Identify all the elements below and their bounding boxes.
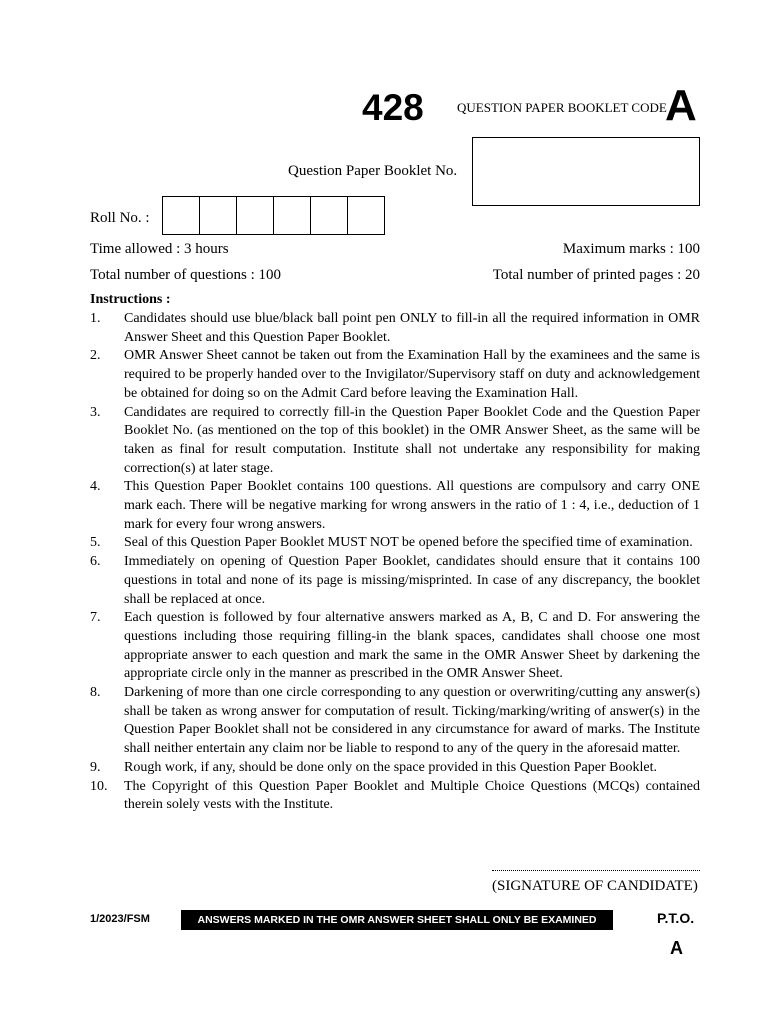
instruction-item bbox=[90, 759, 700, 778]
roll-no-label: Roll No. : bbox=[90, 210, 150, 226]
booklet-no-box[interactable] bbox=[472, 137, 700, 206]
roll-no-cell[interactable] bbox=[311, 197, 348, 234]
instruction-text: The Copyright of this Question Paper Booklet and Multiple Choice Questions (MCQs) contained therein solely vests with the Institute. bbox=[124, 778, 700, 813]
instruction-text: Rough work, if any, should be done only on the space provided in this Question Paper Booklet. bbox=[124, 759, 657, 775]
instruction-item bbox=[90, 404, 700, 479]
instruction-number: 4. bbox=[90, 479, 101, 495]
roll-no-cell[interactable] bbox=[348, 197, 384, 234]
booklet-code: A bbox=[665, 81, 697, 130]
instruction-number: 3. bbox=[90, 404, 101, 420]
instruction-item bbox=[90, 778, 700, 815]
instruction-item bbox=[90, 534, 700, 553]
signature-label: (SIGNATURE OF CANDIDATE) bbox=[492, 878, 698, 894]
signature-line bbox=[492, 862, 700, 871]
maximum-marks: Maximum marks : 100 bbox=[562, 241, 700, 257]
footer-booklet-code: A bbox=[670, 938, 683, 958]
instruction-number: 9. bbox=[90, 759, 101, 775]
instruction-text: Candidates are required to correctly fill-in the Question Paper Booklet Code and the Question Paper Booklet No. (as mentioned on the top of this booklet) in the OMR Answer Sheet, as the same will be taken as final for result computation. Institute shall not undertake any responsibility for making correction(s) at later stage. bbox=[124, 404, 700, 476]
instruction-number: 6. bbox=[90, 554, 101, 570]
series-number: 428 bbox=[362, 87, 424, 128]
booklet-code-label: QUESTION PAPER BOOKLET CODE : bbox=[457, 100, 674, 115]
total-questions: Total number of questions : 100 bbox=[90, 267, 282, 283]
instruction-item bbox=[90, 478, 700, 534]
instruction-text: Immediately on opening of Question Paper Booklet, candidates should ensure that it contains 100 questions in total and none of its page is missing/misprinted. In case of any discrepancy, the booklet shall be replaced at once. bbox=[124, 554, 700, 607]
footer-banner: ANSWERS MARKED IN THE OMR ANSWER SHEET SHALL ONLY BE EXAMINED bbox=[181, 910, 613, 930]
instruction-item bbox=[90, 347, 700, 403]
instruction-item bbox=[90, 553, 700, 609]
instruction-item bbox=[90, 310, 700, 347]
instruction-number: 10. bbox=[90, 778, 108, 794]
roll-no-boxes[interactable] bbox=[162, 196, 385, 235]
instruction-text: Darkening of more than one circle corresponding to any question or overwriting/cutting any answer(s) shall be taken as wrong answer for computation of result. Ticking/marking/writing of answer(s) in the Question Paper Booklet shall not be considered in any circumstance for award of marks. The Institute shall neither entertain any claim nor be liable to respond to any of the query in the aforesaid matter. bbox=[124, 685, 700, 757]
instruction-text: Candidates should use blue/black ball point pen ONLY to fill-in all the required information in OMR Answer Sheet and this Question Paper Booklet. bbox=[124, 311, 700, 345]
instruction-text: Seal of this Question Paper Booklet MUST NOT be opened before the specified time of examination. bbox=[124, 535, 693, 551]
total-pages: Total number of printed pages : 20 bbox=[492, 267, 700, 283]
instructions-heading: Instructions : bbox=[90, 292, 171, 307]
instruction-number: 7. bbox=[90, 610, 101, 626]
instruction-number: 2. bbox=[90, 348, 101, 364]
roll-no-cell[interactable] bbox=[274, 197, 311, 234]
instruction-item bbox=[90, 609, 700, 684]
instruction-number: 5. bbox=[90, 535, 101, 551]
instruction-number: 1. bbox=[90, 311, 101, 326]
roll-no-cell[interactable] bbox=[237, 197, 274, 234]
time-allowed: Time allowed : 3 hours bbox=[90, 241, 229, 257]
roll-no-cell[interactable] bbox=[163, 197, 200, 234]
instructions-list bbox=[90, 310, 700, 815]
instruction-text: OMR Answer Sheet cannot be taken out from the Examination Hall by the examinees and the same is required to be properly handed over to the Invigilator/Supervisory staff on duty and acknowledgement be obtained for doing so on the Admit Card before leaving the Examination Hall. bbox=[124, 348, 700, 401]
instruction-text: Each question is followed by four alternative answers marked as A, B, C and D. For answering the questions including those requiring filling-in the blank spaces, candidates shall choose one most appropriate answer to each question and mark the same in the OMR Answer Sheet by darkening the appropriate circle only in the manner as prescribed in the OMR Answer Sheet. bbox=[124, 610, 700, 682]
roll-no-cell[interactable] bbox=[200, 197, 237, 234]
instruction-number: 8. bbox=[90, 685, 101, 701]
pto-label: P.T.O. bbox=[657, 910, 695, 926]
booklet-no-label: Question Paper Booklet No. bbox=[288, 163, 458, 179]
instruction-item bbox=[90, 684, 700, 759]
footer-code: 1/2023/FSM bbox=[90, 913, 150, 925]
instruction-text: This Question Paper Booklet contains 100 questions. All questions are compulsory and carry ONE mark each. There will be negative marking for wrong answers in the ratio of 1 : 4, i.e., deduction of 1 mark for every four wrong answers. bbox=[124, 479, 700, 532]
